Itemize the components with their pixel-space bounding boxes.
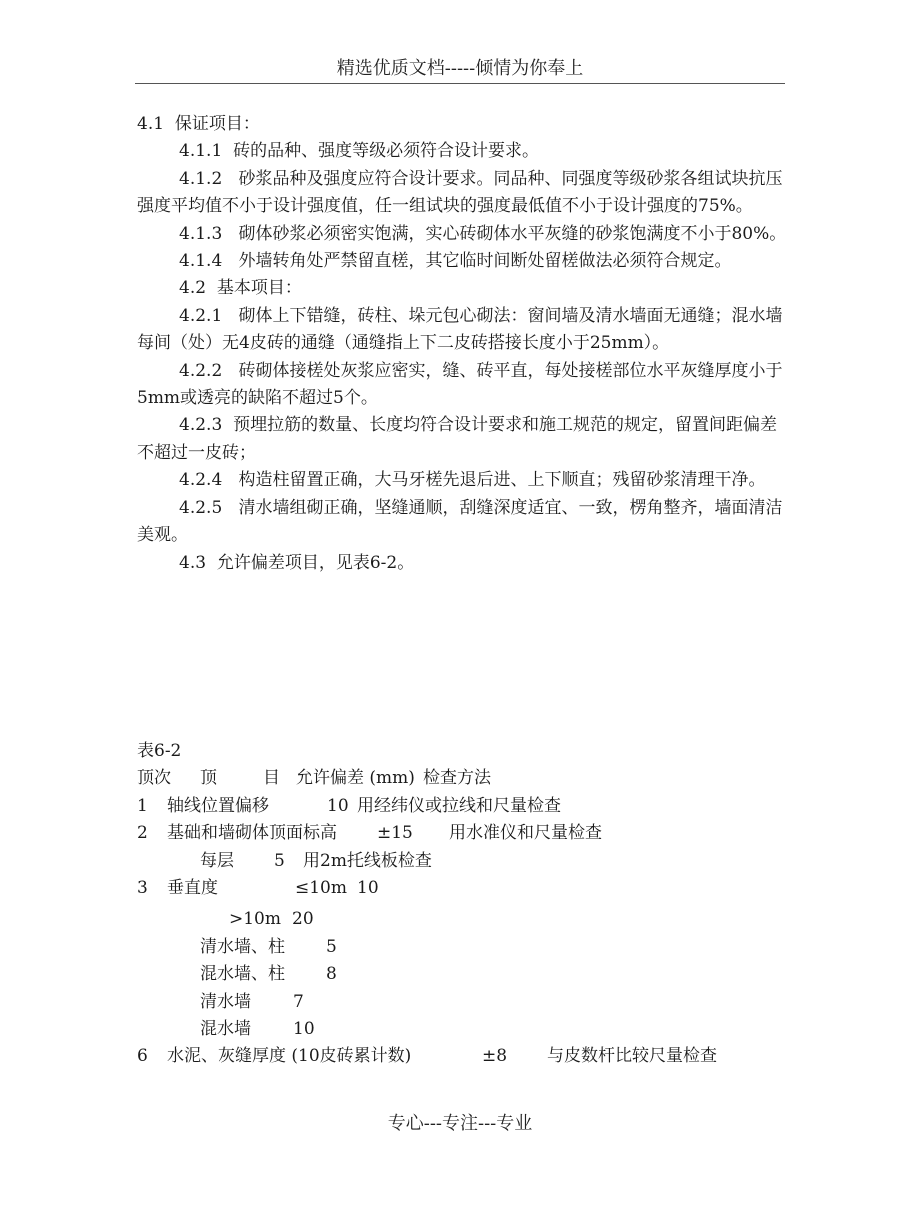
- table-caption-row: [137, 738, 787, 765]
- row-method: 用水准仪和尺量检查: [449, 823, 602, 844]
- table-row: [137, 875, 787, 902]
- row-tolerance: ±8: [482, 1046, 508, 1067]
- row-no: 6: [137, 1046, 148, 1067]
- page-header: 精选优质文档-----倾情为你奉上: [336, 58, 584, 79]
- table-row: [137, 1016, 787, 1043]
- row-item: 混水墙、柱: [200, 964, 285, 985]
- table-row: [137, 1043, 787, 1070]
- row-method: 与皮数杆比较尺量检查: [547, 1046, 717, 1067]
- row-tolerance: 5: [274, 850, 285, 871]
- paragraph-4-2-1: 4.2.1 砌体上下错缝，砖柱、垛元包心砌法：窗间墙及清水墙面无通缝；混水墙每间（处）无4皮砖的通缝（通缝指上下二皮砖搭接长度小于25mm）。: [137, 305, 783, 354]
- header-item-a: 顶: [200, 768, 217, 789]
- table-row: [137, 848, 787, 875]
- paragraph-4-1-2: 4.1.2 砂浆品种及强度应符合设计要求。同品种、同强度等级砂浆各组试块抗压强度平均值不小于设计强度值，任一组试块的强度最低值不小于设计强度的75%。: [137, 168, 783, 217]
- header-no: 顶次: [137, 768, 171, 789]
- row-item: 水泥、灰缝厚度 (10皮砖累计数): [167, 1046, 412, 1067]
- table-header-row: [137, 765, 787, 792]
- table-row: [137, 934, 787, 961]
- table-caption: 表6-2: [137, 741, 182, 761]
- section-4-3-heading: 4.3 允许偏差项目，见表6-2。: [179, 552, 415, 573]
- header-method: 检查方法: [423, 768, 491, 789]
- row-method: 用经纬仪或拉线和尺量检查: [357, 795, 561, 816]
- paragraph-4-1-1: 4.1.1 砖的品种、强度等级必须符合设计要求。: [179, 141, 540, 162]
- row-item: 清水墙: [200, 991, 251, 1012]
- row-tolerance: 5: [326, 936, 337, 957]
- table-row: [137, 989, 787, 1016]
- row-tolerance: 20: [292, 909, 314, 930]
- row-tolerance: 10: [327, 795, 349, 816]
- row-item: 垂直度: [167, 877, 218, 898]
- row-tolerance: 8: [326, 964, 337, 985]
- row-subrange: ≤10m: [295, 877, 347, 898]
- row-item: 每层: [200, 850, 234, 871]
- paragraph-4-2-2: 4.2.2 砖砌体接槎处灰浆应密实，缝、砖平直，每处接槎部位水平灰缝厚度小于5mm或透亮的缺陷不超过5个。: [137, 360, 783, 409]
- row-item: 混水墙: [200, 1018, 251, 1039]
- tolerance-table: [137, 738, 787, 1071]
- page-footer: 专心---专注---专业: [387, 1113, 533, 1134]
- row-subrange: >10m: [229, 909, 281, 930]
- paragraph-4-2-3: 4.2.3 预埋拉筋的数量、长度均符合设计要求和施工规范的规定，留置间距偏差不超过一皮砖；: [137, 415, 778, 463]
- row-tolerance: 7: [293, 991, 304, 1012]
- row-no: 2: [137, 823, 148, 844]
- row-no: 1: [137, 795, 148, 816]
- table-row: [137, 793, 787, 820]
- row-method: 用2m托线板检查: [303, 850, 432, 871]
- header-tolerance: 允许偏差 (mm): [296, 768, 415, 789]
- table-row: [137, 820, 787, 847]
- table-row: [137, 906, 787, 933]
- row-item: 基础和墙砌体顶面标高: [167, 823, 337, 844]
- paragraph-4-1-4: 4.1.4 外墙转角处严禁留直槎，其它临时间断处留槎做法必须符合规定。: [179, 251, 732, 272]
- row-no: 3: [137, 877, 148, 898]
- row-tolerance: 10: [293, 1018, 315, 1039]
- row-item: 清水墙、柱: [200, 936, 285, 957]
- row-tolerance: ±15: [377, 823, 413, 844]
- document-body: [137, 111, 787, 577]
- row-item: 轴线位置偏移: [167, 795, 269, 816]
- header-item-b: 目: [263, 768, 280, 789]
- section-4-1-heading: 4.1 保证项目：: [137, 114, 260, 134]
- section-4-2-heading: 4.2 基本项目：: [179, 278, 302, 299]
- header-divider: [135, 83, 785, 84]
- table-row: [137, 961, 787, 988]
- row-tolerance: 10: [357, 877, 379, 898]
- paragraph-4-2-5: 4.2.5 清水墙组砌正确，坚缝通顺，刮缝深度适宜、一致，楞角整齐，墙面清洁美观。: [137, 497, 783, 546]
- paragraph-4-1-3: 4.1.3 砌体砂浆必须密实饱满，实心砖砌体水平灰缝的砂浆饱满度不小于80%。: [179, 223, 787, 244]
- paragraph-4-2-4: 4.2.4 构造柱留置正确，大马牙槎先退后进、上下顺直；残留砂浆清理干净。: [179, 470, 766, 491]
